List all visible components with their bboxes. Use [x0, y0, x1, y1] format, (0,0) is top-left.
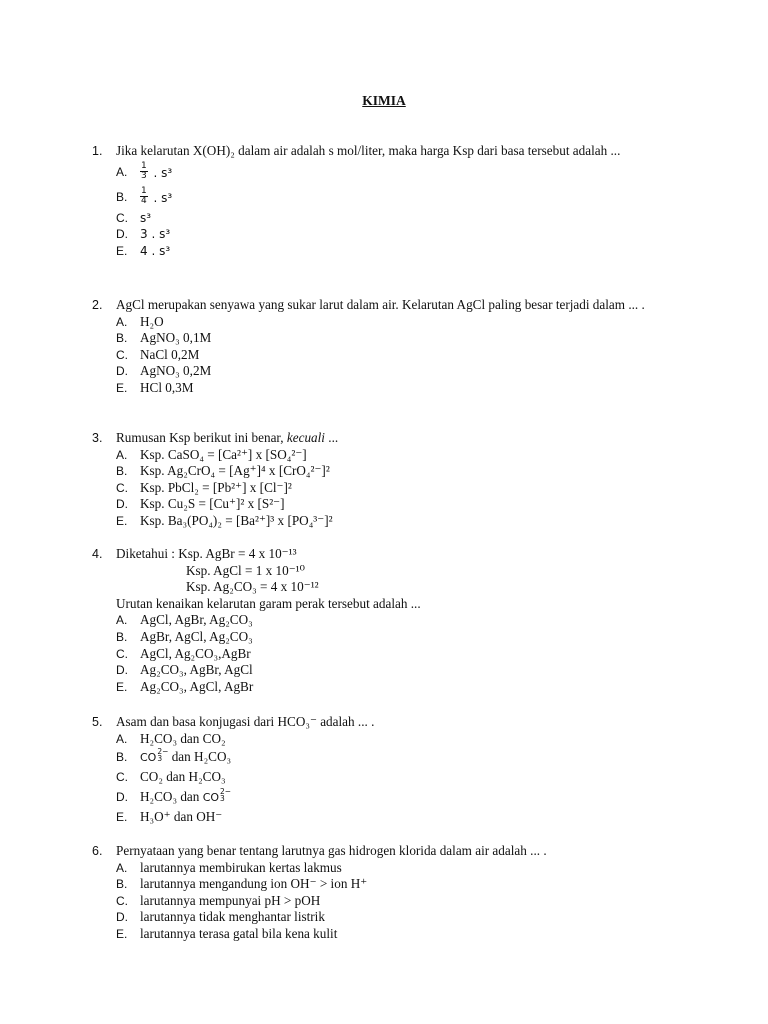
carbonate-ion	[202, 786, 232, 805]
option-letter: C.	[116, 480, 128, 495]
option-text: AgCl, AgBr, Ag₂CO₃	[140, 612, 253, 628]
option-text: Ksp. Cu₂S = [Cu⁺]² x [S²⁻]	[140, 496, 285, 512]
option-e[interactable]	[116, 679, 676, 696]
option-b[interactable]	[116, 330, 676, 347]
ion-charge: 2−	[157, 746, 169, 756]
option-letter: B.	[116, 464, 128, 479]
option-letter: D.	[116, 364, 128, 379]
option-text: AgCl, Ag₂CO₃,AgBr	[140, 645, 251, 661]
option-a[interactable]	[116, 314, 676, 331]
option-d[interactable]	[116, 226, 676, 243]
option-text	[140, 786, 232, 807]
option-text: Ksp. Ag₂CrO₄ = [Ag⁺]⁴ x [CrO₄²⁻]²	[140, 463, 330, 479]
option-text	[140, 746, 232, 767]
question-2	[92, 297, 676, 397]
option-letter: B.	[116, 877, 128, 892]
option-text: larutannya tidak menghantar listrik	[140, 909, 325, 925]
ion-subscript: 3	[157, 754, 163, 764]
question-3	[92, 430, 676, 530]
question-number: 4.	[92, 547, 103, 561]
option-letter: A.	[116, 860, 128, 875]
given-label: Diketahui :	[116, 546, 179, 561]
question-text-end: ...	[324, 430, 339, 445]
question-number: 2.	[92, 298, 103, 312]
option-text: larutannya mempunyai pH > pOH	[140, 892, 321, 908]
option-text: Ksp. PbCl₂ = [Pb²⁺] x [Cl⁻]²	[140, 479, 292, 495]
question-6	[92, 843, 676, 943]
option-letter: D.	[116, 790, 128, 805]
ion-subscript: 3	[220, 794, 225, 804]
option-text: larutannya terasa gatal bila kena kulit	[140, 925, 338, 941]
question-emphasis: kecuali	[286, 430, 325, 445]
fraction-denominator: 4	[141, 195, 147, 206]
option-text	[140, 160, 173, 183]
option-text: Ksp. CaSO₄ = [Ca²⁺] x [SO₄²⁻]	[140, 446, 307, 462]
question-text: Asam dan basa konjugasi dari HCO₃⁻ adalah ... .	[116, 714, 375, 729]
option-b[interactable]	[116, 876, 676, 893]
question-text-main: Rumusan Ksp berikut ini benar,	[116, 430, 287, 445]
option-text: 4 . s³	[140, 243, 171, 258]
question-text: Jika kelarutan X(OH)₂ dalam air adalah s mol/liter, maka harga Ksp dari basa tersebut adalah ...	[116, 143, 621, 158]
ion-script	[157, 748, 168, 763]
option-a[interactable]	[116, 612, 676, 629]
option-letter: A.	[116, 447, 128, 462]
question-number: 5.	[92, 715, 103, 729]
page-title: KIMIA	[362, 93, 406, 108]
option-letter: A.	[116, 731, 128, 746]
option-b[interactable]	[116, 747, 676, 767]
option-d[interactable]	[116, 496, 676, 513]
question-1	[92, 143, 676, 259]
option-text: HCl 0,3M	[140, 379, 194, 395]
option-expression: . s³	[149, 165, 173, 180]
option-expression: . s³	[149, 190, 173, 205]
option-letter: C.	[116, 347, 128, 362]
option-d[interactable]	[116, 787, 676, 807]
option-letter: E.	[116, 679, 128, 694]
option-rest: dan H₂CO₃	[168, 749, 232, 765]
option-text: H₂O	[140, 313, 164, 329]
option-c[interactable]	[116, 767, 676, 787]
option-text	[140, 185, 173, 208]
option-e[interactable]	[116, 243, 676, 260]
option-a[interactable]	[116, 447, 676, 464]
given-line-1	[116, 546, 676, 563]
option-d[interactable]	[116, 363, 676, 380]
fraction-numerator: 1	[141, 185, 147, 196]
option-letter: B.	[116, 189, 128, 204]
option-rest: H₂CO₃ dan	[140, 789, 203, 805]
option-letter: C.	[116, 893, 128, 908]
given-value: Ksp. AgBr = 4 x 10⁻¹³	[178, 546, 297, 561]
option-letter: E.	[116, 810, 128, 825]
option-letter: C.	[116, 646, 128, 661]
fraction	[140, 162, 148, 181]
option-e[interactable]	[116, 926, 676, 943]
option-c[interactable]	[116, 210, 676, 227]
question-number: 1.	[92, 144, 103, 158]
question-text: Urutan kenaikan kelarutan garam perak tersebut adalah ...	[116, 595, 421, 611]
option-text: AgNO₃ 0,1M	[140, 330, 212, 346]
option-letter: B.	[116, 331, 128, 346]
option-text: larutannya membirukan kertas lakmus	[140, 859, 342, 875]
option-text: s³	[140, 210, 152, 225]
option-b[interactable]	[116, 185, 676, 210]
ion-script	[220, 788, 231, 803]
fraction-denominator: 3	[141, 170, 147, 181]
option-c[interactable]	[116, 347, 676, 364]
given-line-2: Ksp. AgCl = 1 x 10⁻¹⁰	[186, 562, 305, 578]
option-b[interactable]	[116, 629, 676, 646]
option-letter: C.	[116, 210, 128, 225]
ion-charge: 2−	[220, 786, 232, 796]
option-letter: E.	[116, 926, 128, 941]
question-text	[116, 430, 676, 447]
option-c[interactable]	[116, 893, 676, 910]
option-letter: D.	[116, 227, 128, 242]
option-text: Ag₂CO₃, AgBr, AgCl	[140, 662, 253, 678]
option-e[interactable]	[116, 807, 676, 827]
option-letter: E.	[116, 513, 128, 528]
option-letter: D.	[116, 497, 128, 512]
option-letter: B.	[116, 750, 128, 765]
option-letter: A.	[116, 613, 128, 628]
option-a[interactable]	[116, 860, 676, 877]
option-d[interactable]	[116, 662, 676, 679]
carbonate-ion	[140, 746, 169, 765]
option-c[interactable]	[116, 480, 676, 497]
fraction-numerator: 1	[141, 160, 147, 171]
question-5	[92, 714, 676, 827]
option-b[interactable]	[116, 463, 676, 480]
question-number: 3.	[92, 431, 103, 445]
option-text: AgBr, AgCl, Ag₂CO₃	[140, 628, 253, 644]
option-c[interactable]	[116, 646, 676, 663]
option-letter: E.	[116, 243, 128, 258]
question-text: Pernyataan yang benar tentang larutnya gas hidrogen klorida dalam air adalah ... .	[116, 843, 547, 858]
option-letter: A.	[116, 164, 128, 179]
option-text: larutannya mengandung ion OH⁻ > ion H⁺	[140, 876, 368, 892]
ion-base: CO	[202, 791, 220, 805]
option-letter: D.	[116, 663, 128, 678]
option-text: 3 . s³	[140, 227, 171, 242]
option-text: AgNO₃ 0,2M	[140, 363, 212, 379]
option-letter: B.	[116, 629, 128, 644]
option-text: H₃O⁺ dan OH⁻	[140, 809, 223, 825]
question-text: AgCl merupakan senyawa yang sukar larut dalam air. Kelarutan AgCl paling besar terjadi dalam ... .	[116, 297, 645, 312]
option-text: H₂CO₃ dan CO₂	[140, 730, 226, 746]
option-text: CO₂ dan H₂CO₃	[140, 769, 226, 785]
option-e[interactable]	[116, 513, 676, 530]
option-letter: A.	[116, 314, 128, 329]
option-e[interactable]	[116, 380, 676, 397]
question-4	[92, 546, 676, 695]
fraction	[140, 187, 148, 206]
option-a[interactable]	[116, 160, 676, 185]
option-text: Ag₂CO₃, AgCl, AgBr	[140, 678, 254, 694]
option-letter: C.	[116, 770, 128, 785]
option-text: NaCl 0,2M	[140, 346, 200, 362]
option-letter: D.	[116, 910, 128, 925]
option-d[interactable]	[116, 909, 676, 926]
option-text: Ksp. Ba₃(PO₄)₂ = [Ba²⁺]³ x [PO₄³⁻]²	[140, 512, 333, 528]
option-letter: E.	[116, 380, 128, 395]
ion-base: CO	[140, 751, 157, 765]
option-a[interactable]	[116, 731, 676, 748]
given-line-3: Ksp. Ag₂CO₃ = 4 x 10⁻¹²	[186, 579, 319, 595]
question-number: 6.	[92, 844, 103, 858]
